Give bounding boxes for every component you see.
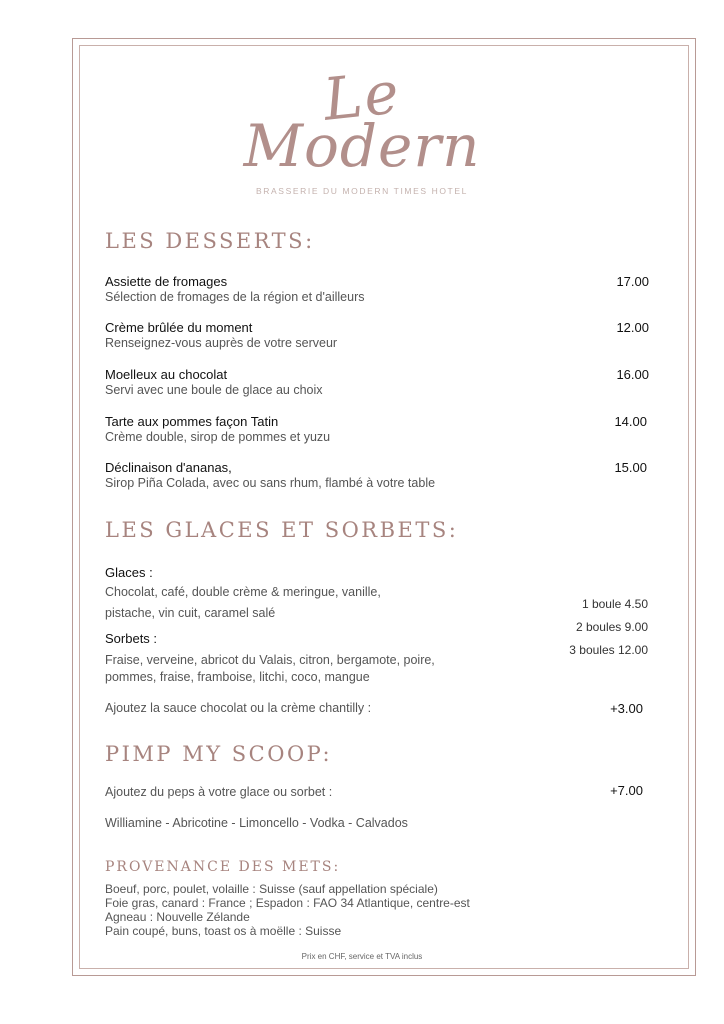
dessert-name: Déclinaison d'ananas, bbox=[105, 460, 232, 475]
scoop-price: 3 boules 12.00 bbox=[569, 643, 648, 657]
dessert-price: 15.00 bbox=[614, 460, 647, 475]
dessert-price: 14.00 bbox=[614, 414, 647, 429]
scoop-price: 2 boules 9.00 bbox=[575, 620, 648, 634]
scoop-price: 1 boule 4.50 bbox=[581, 597, 648, 611]
pimp-heading: PIMP MY SCOOP: bbox=[105, 742, 333, 766]
dessert-desc: Sirop Piña Colada, avec ou sans rhum, flambé à votre table bbox=[105, 476, 436, 490]
glaces-label: Glaces : bbox=[105, 565, 153, 580]
pimp-text: Ajoutez du peps à votre glace ou sorbet : bbox=[105, 785, 333, 799]
sorbets-flavors-line2: pommes, fraise, framboise, litchi, coco, mangue bbox=[105, 670, 370, 684]
logo-le: Le bbox=[320, 58, 404, 134]
dessert-desc: Sélection de fromages de la région et d'ailleurs bbox=[105, 290, 365, 304]
dessert-price: 17.00 bbox=[616, 274, 649, 289]
dessert-name: Crème brûlée du moment bbox=[105, 320, 253, 335]
footer-note: Prix en CHF, service et TVA inclus bbox=[301, 952, 423, 961]
provenance-line: Agneau : Nouvelle Zélande bbox=[105, 910, 250, 924]
sorbets-label: Sorbets : bbox=[105, 631, 158, 646]
dessert-desc: Renseignez-vous auprès de votre serveur bbox=[105, 336, 338, 350]
dessert-desc: Servi avec une boule de glace au choix bbox=[105, 383, 323, 397]
glaces-flavors-line1: Chocolat, café, double crème & meringue, vanille, bbox=[105, 585, 381, 599]
pimp-price: +7.00 bbox=[610, 783, 643, 798]
provenance-heading: PROVENANCE DES METS: bbox=[105, 859, 341, 875]
dessert-price: 12.00 bbox=[616, 320, 649, 335]
dessert-name: Assiette de fromages bbox=[105, 274, 228, 289]
menu-frame-inner bbox=[79, 45, 689, 969]
logo-subtitle: BRASSERIE DU MODERN TIMES HOTEL bbox=[256, 186, 468, 196]
sauce-price: +3.00 bbox=[610, 701, 643, 716]
pimp-options: Williamine - Abricotine - Limoncello - Vodka - Calvados bbox=[105, 816, 408, 830]
dessert-name: Moelleux au chocolat bbox=[105, 367, 228, 382]
dessert-price: 16.00 bbox=[616, 367, 649, 382]
glaces-heading: LES GLACES ET SORBETS: bbox=[105, 518, 459, 542]
logo-modern: Modern bbox=[243, 112, 481, 180]
provenance-line: Boeuf, porc, poulet, volaille : Suisse (sauf appellation spéciale) bbox=[105, 882, 438, 896]
sorbets-flavors-line1: Fraise, verveine, abricot du Valais, citron, bergamote, poire, bbox=[105, 653, 435, 667]
provenance-line: Pain coupé, buns, toast os à moëlle : Suisse bbox=[105, 924, 342, 938]
sauce-text: Ajoutez la sauce chocolat ou la crème chantilly : bbox=[105, 701, 372, 715]
dessert-name: Tarte aux pommes façon Tatin bbox=[105, 414, 279, 429]
provenance-line: Foie gras, canard : France ; Espadon : FAO 34 Atlantique, centre-est bbox=[105, 896, 470, 910]
dessert-desc: Crème double, sirop de pommes et yuzu bbox=[105, 430, 331, 444]
glaces-flavors-line2: pistache, vin cuit, caramel salé bbox=[105, 606, 276, 620]
desserts-heading: LES DESSERTS: bbox=[105, 229, 315, 253]
